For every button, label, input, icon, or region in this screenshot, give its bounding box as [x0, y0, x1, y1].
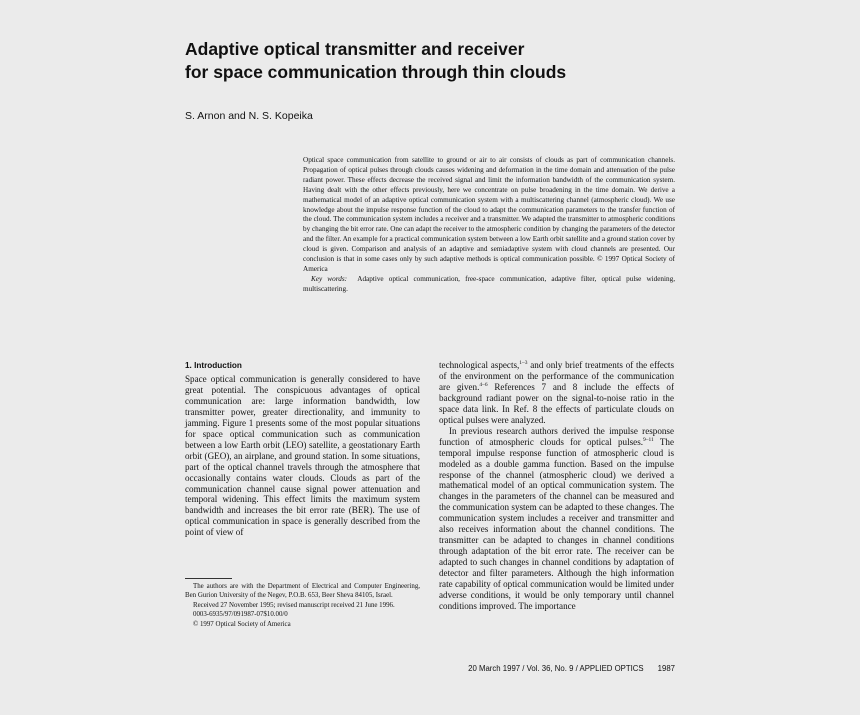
left-column [185, 360, 420, 538]
section-heading: 1. Introduction [185, 361, 242, 370]
p2-text-c: References 7 and 8 include the effects of background radiant power on the signal-to-noise ratio in the space data link. In Ref. 8 the effects of particulate clouds on optical pulses were analyzed. [439, 381, 674, 425]
page-number: 1987 [657, 664, 675, 673]
p2-text-b: and only brief treatments of the effects of the environment on the performance of the communication are given. [439, 360, 674, 392]
citation-sup: 9–11 [643, 436, 654, 443]
footnote-code: 0003-6935/97/091987-07$10.00/0 [193, 611, 288, 619]
right-column [439, 360, 674, 612]
intro-paragraph-2 [439, 360, 674, 426]
keywords-text: Adaptive optical communication, free-space communication, adaptive filter, optical pulse widening, multiscattering. [303, 274, 675, 293]
citation-sup: 1–3 [519, 359, 528, 366]
intro-paragraph-1: Space optical communication is generally considered to have great potential. The conspicuous advantages of optical communication are: large information bandwidth, low transmitter power, greater directionality, and immunity to jamming. Figure 1 presents some of the most popular situations for space optical communication such as communication between a low Earth orbit (LEO) satellite, a geostationary Earth orbit (GEO), an airplane, and ground station. In some situations, part of the optical channel travels through the atmosphere that occasionally contains water clouds. Clouds as part of the communication channel cause signal power attenuation and temporal widening. This effect limits the maximum system bandwidth and increases the bit error rate (BER). The use of optical communication in space is generally described from the point of view of [185, 374, 420, 538]
paper-title [185, 38, 566, 84]
intro-paragraph-3 [439, 426, 674, 612]
footnote [185, 582, 420, 629]
title-line-1: Adaptive optical transmitter and receiver [185, 39, 525, 59]
running-footer [455, 664, 675, 673]
keywords [303, 275, 675, 295]
p3-text-b: The temporal impulse response function of atmospheric cloud is modeled as a double gamma function. Based on the impulse response of the channel (atmospheric cloud) we derived a mathematical model of an optical communication system. The changes in the parameters of the channel can be measured and the communication system can be adapted to these changes. The communication system includes a receiver and transmitter and also receives information about the channel conditions. The transmitter can be adapted to changes in channel conditions through adaptation of the bit error rate. The receiver can be adapted to such changes in channel conditions by adaptation of detector and filter parameters. Although the high information rate capability of optical communication would be limited under adverse conditions, it would be only temporary until channel conditions improved. The importance [439, 436, 674, 611]
citation-sup: 4–6 [479, 381, 488, 388]
p2-text-a: technological aspects, [439, 360, 520, 370]
footnote-received: Received 27 November 1995; revised manuscript received 21 June 1996. [193, 601, 395, 609]
journal-citation: 20 March 1997 / Vol. 36, No. 9 / APPLIED OPTICS [468, 664, 644, 673]
abstract [303, 156, 675, 295]
authors: S. Arnon and N. S. Kopeika [185, 110, 313, 122]
abstract-text: Optical space communication from satellite to ground or air to air consists of clouds as part of communication channels. Propagation of optical pulses through clouds causes widening and deformation in the time domain and attenuation of the pulse radiant power. These effects decrease the received signal and limit the information bandwidth of the communication system. Having dealt with the other effects previously, here we concentrate on pulse broadening in the time domain. We derive a mathematical model of an adaptive optical communication system with a multiscattering channel (atmospheric cloud). We use knowledge about the impulse response function of the cloud to adapt the communication parameters to the transfer function of the cloud. The communication system includes a receiver and a transmitter. We adapted the transmitter to atmospheric conditions by changing the bit error rate. One can adapt the receiver to the atmospheric condition by changing the parameters of the detector and the filter. An example for a practical communication system between a low Earth orbit satellite and a ground station cover by cloud is given. Comparison and analysis of an adaptive and semiadaptive system with cloud channels are presented. Our conclusion is that in some cases only by such adaptive methods is optical communication possible. © 1997 Optical Society of America [303, 156, 676, 273]
p3-text-a: In previous research authors derived the impulse response function of atmospheric clouds for optical pulses. [439, 425, 674, 447]
keywords-label: Key words: [311, 274, 348, 283]
footnote-affiliation: The authors are with the Department of Electrical and Computer Engineering, Ben Gurion University of the Negev, P.O.B. 653, Beer Sheva 84105, Israel. [185, 583, 420, 600]
title-line-2: for space communication through thin clouds [185, 62, 567, 82]
footnote-copyright: © 1997 Optical Society of America [193, 620, 291, 628]
footnote-rule [185, 578, 232, 579]
